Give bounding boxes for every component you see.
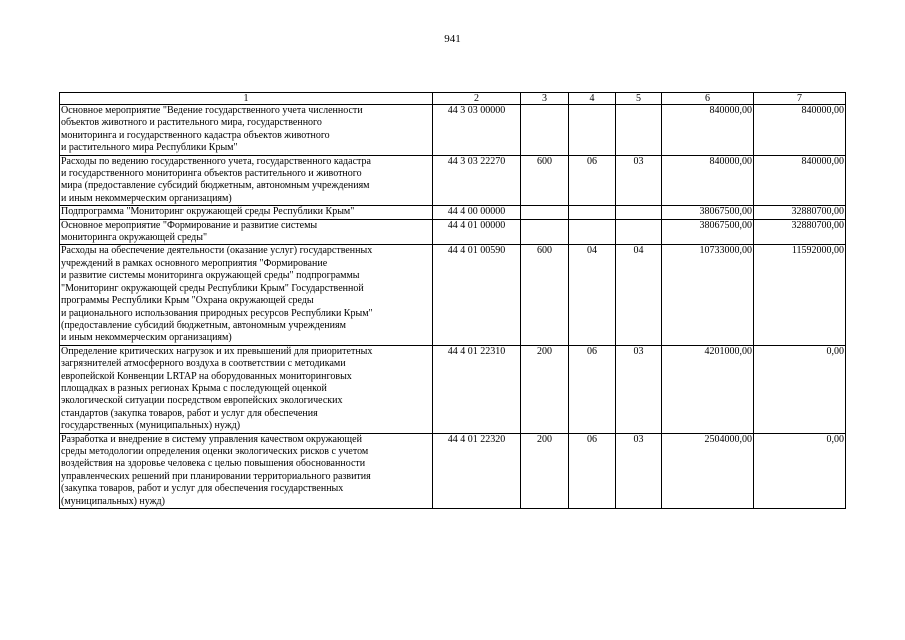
column-header: 4 [569, 93, 616, 105]
section-code [569, 219, 616, 245]
expense-type-code [521, 206, 569, 219]
description-line: Определение критических нагрузок и их превышений для приоритетных [61, 345, 373, 357]
amount-year-1: 840000,00 [662, 155, 754, 206]
table-row [60, 433, 846, 508]
page-number: 941 [444, 33, 461, 45]
subsection-code [616, 206, 662, 219]
amount-year-1: 2504000,00 [662, 433, 754, 508]
description-line: загрязнителей атмосферного воздуха в соответствии с методиками [61, 358, 346, 370]
description-line: программы Республики Крым "Охрана окружающей среды [61, 295, 314, 307]
description-line: и иным некоммерческим организациям) [61, 332, 232, 344]
description-line: и развитие системы мониторинга окружающей среды" подпрограммы [61, 270, 360, 282]
column-header: 2 [433, 93, 521, 105]
description-line: Разработка и внедрение в систему управления качеством окружающей [61, 433, 362, 445]
description-line: Расходы по ведению государственного учета, государственного кадастра [61, 155, 371, 167]
column-number-row [60, 93, 846, 105]
classification-code: 44 4 00 00000 [433, 206, 521, 219]
expense-type-code: 200 [521, 433, 569, 508]
classification-code: 44 4 01 00000 [433, 219, 521, 245]
subsection-code: 03 [616, 433, 662, 508]
description-line: и растительного мира Республики Крым" [61, 142, 238, 154]
amount-year-2: 0,00 [754, 345, 846, 433]
classification-code: 44 4 01 00590 [433, 245, 521, 345]
description-line: (закупка товаров, работ и услуг для обеспечения государственных [61, 483, 344, 495]
expense-type-code: 600 [521, 245, 569, 345]
column-header: 7 [754, 93, 846, 105]
expense-type-code [521, 105, 569, 156]
description-line: стандартов (закупка товаров, работ и услуг для обеспечения [61, 407, 318, 419]
classification-code: 44 4 01 22320 [433, 433, 521, 508]
amount-year-1: 840000,00 [662, 105, 754, 156]
description-line: и рационального использования природных ресурсов Республики Крым" [61, 307, 373, 319]
section-code [569, 105, 616, 156]
section-code: 06 [569, 155, 616, 206]
table-row [60, 155, 846, 206]
amount-year-1: 38067500,00 [662, 206, 754, 219]
description-line: "Мониторинг окружающей среды Республики Крым" Государственной [61, 282, 364, 294]
row-description [60, 433, 433, 508]
amount-year-1: 38067500,00 [662, 219, 754, 245]
section-code: 04 [569, 245, 616, 345]
expense-type-code: 200 [521, 345, 569, 433]
description-line: Основное мероприятие "Ведение государственного учета численности [61, 105, 363, 116]
description-line: среды методологии определения оценки экологических рисков с учетом [61, 445, 369, 457]
amount-year-2: 32880700,00 [754, 206, 846, 219]
classification-code: 44 4 01 22310 [433, 345, 521, 433]
section-code: 06 [569, 433, 616, 508]
description-line: воздействия на здоровье человека с целью повышения обоснованности [61, 458, 366, 470]
amount-year-2: 840000,00 [754, 105, 846, 156]
description-line: государственных (муниципальных) нужд) [61, 420, 241, 432]
section-code: 06 [569, 345, 616, 433]
description-line: Подпрограмма "Мониторинг окружающей среды Республики Крым" [61, 206, 355, 218]
amount-year-2: 840000,00 [754, 155, 846, 206]
row-description [60, 155, 433, 206]
description-line: учреждений в рамках основного мероприятия "Формирование [61, 257, 328, 269]
table-row [60, 345, 846, 433]
description-line: и государственного мониторинга объектов растительного и животного [61, 168, 362, 180]
description-line: мира (предоставление субсидий бюджетным, автономным учреждениям [61, 180, 370, 192]
description-line: (муниципальных) нужд) [61, 495, 165, 507]
table-row [60, 206, 846, 219]
expense-type-code [521, 219, 569, 245]
column-header: 1 [60, 93, 433, 105]
description-line: экологической ситуации посредством европейских экологических [61, 395, 343, 407]
description-line: объектов животного и растительного мира, государственного [61, 117, 322, 129]
description-line: Основное мероприятие "Формирование и развитие системы [61, 219, 318, 231]
amount-year-2: 0,00 [754, 433, 846, 508]
description-line: площадках в разных регионах Крыма с последующей оценкой [61, 382, 327, 394]
table-body [60, 105, 846, 509]
table-row [60, 219, 846, 245]
description-line: (предоставление субсидий бюджетным, автономным учреждениям [61, 319, 346, 331]
subsection-code: 03 [616, 345, 662, 433]
table-row [60, 245, 846, 345]
row-description [60, 206, 433, 219]
row-description [60, 345, 433, 433]
row-description [60, 245, 433, 345]
description-line: Расходы на обеспечение деятельности (оказание услуг) государственных [61, 245, 373, 257]
table-row [60, 105, 846, 156]
subsection-code [616, 105, 662, 156]
description-line: европейской Конвенции LRTAP на оборудованных мониторинговых [61, 370, 352, 382]
amount-year-1: 10733000,00 [662, 245, 754, 345]
description-line: мониторинга окружающей среды" [61, 232, 208, 244]
row-description [60, 219, 433, 245]
description-line: управленческих решений при планировании территориального развития [61, 470, 371, 482]
column-header: 3 [521, 93, 569, 105]
subsection-code: 03 [616, 155, 662, 206]
description-line: мониторинга и государственного кадастра объектов животного [61, 129, 330, 141]
description-line: и иным некоммерческим организациям) [61, 192, 232, 204]
budget-table [59, 92, 846, 509]
amount-year-1: 4201000,00 [662, 345, 754, 433]
subsection-code: 04 [616, 245, 662, 345]
column-header: 6 [662, 93, 754, 105]
classification-code: 44 3 03 00000 [433, 105, 521, 156]
classification-code: 44 3 03 22270 [433, 155, 521, 206]
section-code [569, 206, 616, 219]
subsection-code [616, 219, 662, 245]
amount-year-2: 32880700,00 [754, 219, 846, 245]
expense-type-code: 600 [521, 155, 569, 206]
amount-year-2: 11592000,00 [754, 245, 846, 345]
row-description [60, 105, 433, 156]
column-header: 5 [616, 93, 662, 105]
